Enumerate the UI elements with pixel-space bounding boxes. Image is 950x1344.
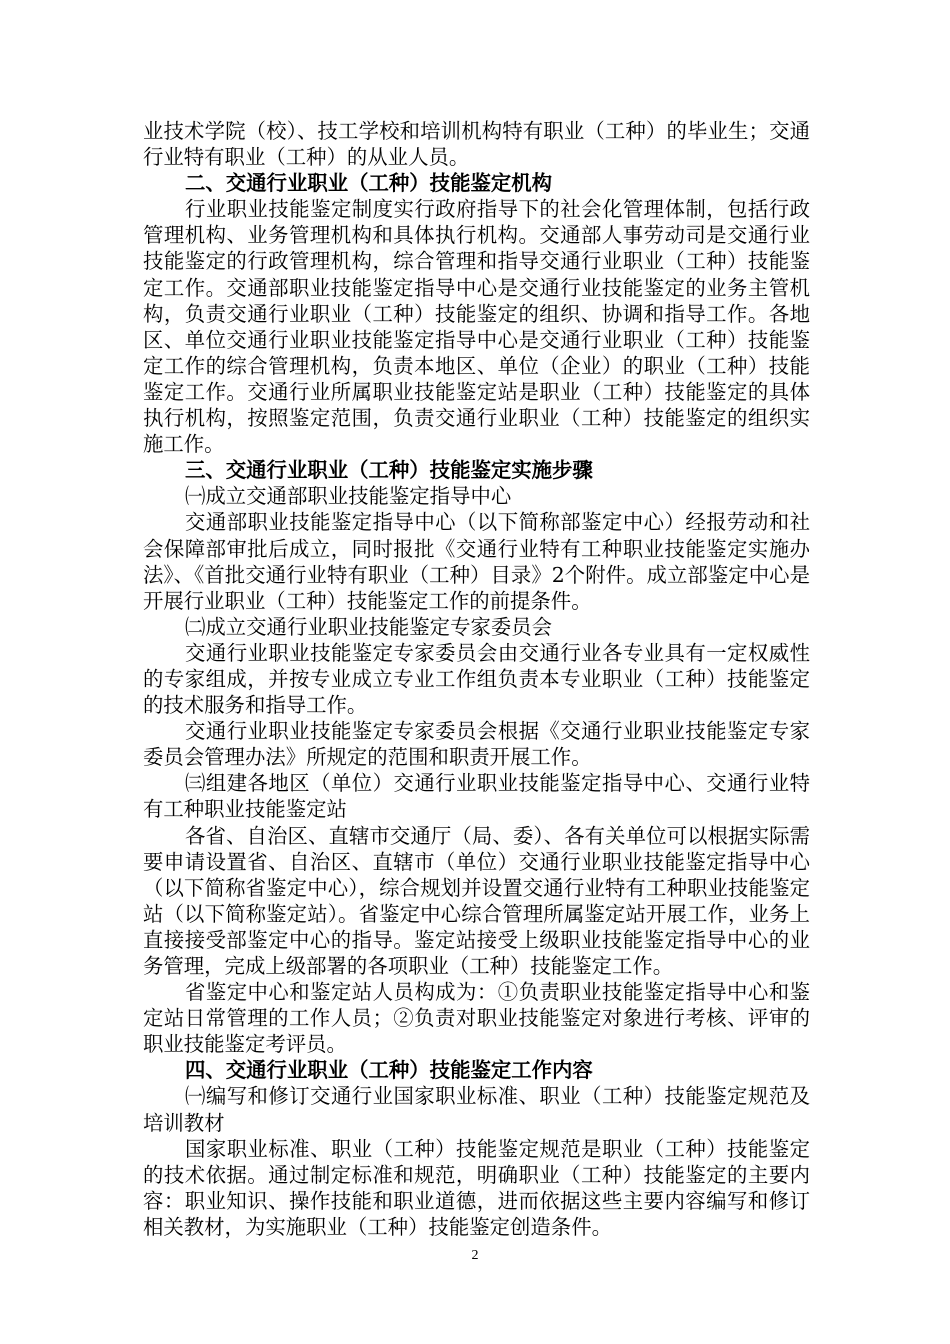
document-body [143,118,810,1240]
body-paragraph: ㈠成立交通部职业技能鉴定指导中心 [185,484,512,509]
body-paragraph: ㈡成立交通行业职业技能鉴定专家委员会 [185,614,553,639]
body-paragraph: ㈢组建各地区（单位）交通行业职业技能鉴定指导中心、交通行业特有工种职业技能鉴定站 [143,771,810,822]
body-paragraph: 行业职业技能鉴定制度实行政府指导下的社会化管理体制，包括行政管理机构、业务管理机构和具体执行机构。交通部人事劳动司是交通行业技能鉴定的行政管理机构，综合管理和指导交通行业职业（工种）技能鉴定工作。交通部职业技能鉴定指导中心是交通行业技能鉴定的业务主管机构，负责交通行业职业（工种）技能鉴定的组织、协调和指导工作。各地区、单位交通行业职业技能鉴定指导中心是交通行业职业（工种）技能鉴定工作的综合管理机构，负责本地区、单位（企业）的职业（工种）技能鉴定工作。交通行业所属职业技能鉴定站是职业（工种）技能鉴定的具体执行机构，按照鉴定范围，负责交通行业职业（工种）技能鉴定的组织实施工作。 [143,197,810,457]
body-paragraph: 交通部职业技能鉴定指导中心（以下简称部鉴定中心）经报劳动和社会保障部审批后成立，同时报批《交通行业特有工种职业技能鉴定实施办法》、《首批交通行业特有职业（工种）目录》2个附件。成立部鉴定中心是开展行业职业（工种）技能鉴定工作的前提条件。 [143,510,810,613]
body-paragraph: 各省、自治区、直辖市交通厅（局、委）、各有关单位可以根据实际需要申请设置省、自治区、直辖市（单位）交通行业职业技能鉴定指导中心（以下简称省鉴定中心），综合规划并设置交通行业特有工种职业技能鉴定站（以下简称鉴定站）。省鉴定中心综合管理所属鉴定站开展工作，业务上直接接受部鉴定中心的指导。鉴定站接受上级职业技能鉴定指导中心的业务管理，完成上级部署的各项职业（工种）技能鉴定工作。 [143,823,810,978]
body-paragraph: 省鉴定中心和鉴定站人员构成为：①负责职业技能鉴定指导中心和鉴定站日常管理的工作人员；②负责对职业技能鉴定对象进行考核、评审的职业技能鉴定考评员。 [143,980,810,1057]
section-heading: 四、交通行业职业（工种）技能鉴定工作内容 [185,1058,593,1083]
body-paragraph: ㈠编写和修订交通行业国家职业标准、职业（工种）技能鉴定规范及培训教材 [143,1084,810,1135]
body-paragraph: 业技术学院（校）、技工学校和培训机构特有职业（工种）的毕业生；交通行业特有职业（工种）的从业人员。 [143,119,810,170]
section-heading: 三、交通行业职业（工种）技能鉴定实施步骤 [185,458,593,483]
body-paragraph: 交通行业职业技能鉴定专家委员会由交通行业各专业具有一定权威性的专家组成，并按专业成立专业工作组负责本专业职业（工种）技能鉴定的技术服务和指导工作。 [143,640,810,718]
body-paragraph: 国家职业标准、职业（工种）技能鉴定规范是职业（工种）技能鉴定的技术依据。通过制定标准和规范，明确职业（工种）技能鉴定的主要内容：职业知识、操作技能和职业道德，进而依据这些主要内容编写和修订相关教材，为实施职业（工种）技能鉴定创造条件。 [143,1136,810,1239]
body-paragraph: 交通行业职业技能鉴定专家委员会根据《交通行业职业技能鉴定专家委员会管理办法》所规定的范围和职责开展工作。 [143,719,810,770]
section-heading: 二、交通行业职业（工种）技能鉴定机构 [185,171,553,196]
page-number: 2 [471,1248,479,1263]
